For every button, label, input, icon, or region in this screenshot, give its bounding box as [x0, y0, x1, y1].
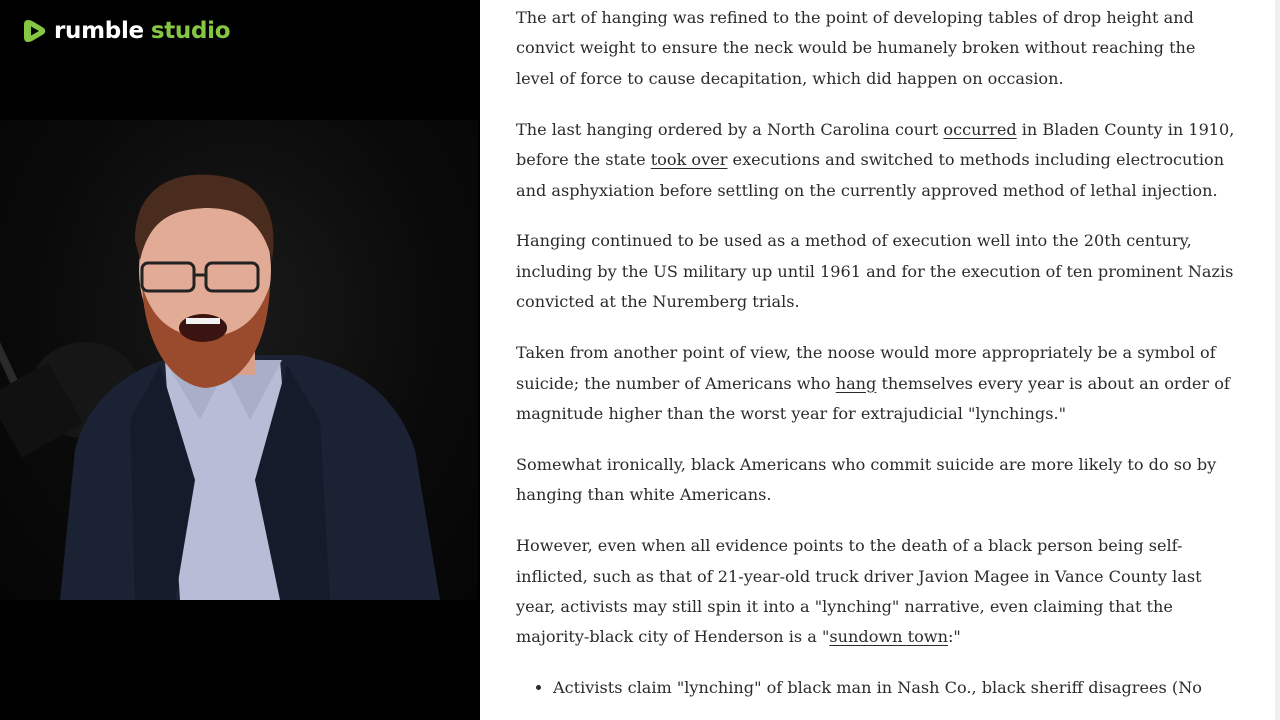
paragraph-6-text-b: :"	[947, 627, 961, 647]
paragraph-4-text-b: themselves every year is about an order of magnitude higher than the worst year for extrajudicial "lynchings."	[516, 373, 1230, 423]
paragraph-4-text-a: Taken from another point of view, the noose would more appropriately be a symbol of suicide; the number of Americans who	[516, 343, 1216, 393]
paragraph-4	[516, 338, 1236, 429]
paragraph-5: Somewhat ironically, black Americans who commit suicide are more likely to do so by hanging than white Americans.	[516, 454, 1217, 505]
list-item[interactable]: • Activists claim "lynching" of black man in Nash Co., black sheriff disagrees (No	[553, 673, 1236, 703]
presenter-image	[0, 120, 478, 600]
brand-suffix: studio	[150, 18, 231, 44]
rumble-play-icon	[22, 17, 48, 45]
brand-name: rumble	[54, 18, 144, 44]
link-sundown-town[interactable]: sundown town	[829, 627, 948, 647]
scrollbar[interactable]	[1275, 0, 1280, 720]
webcam-feed	[0, 120, 478, 600]
article-body	[516, 3, 1236, 704]
link-occurred[interactable]: occurred	[943, 119, 1017, 139]
video-pane	[0, 0, 480, 720]
paragraph-2	[516, 115, 1236, 206]
link-took-over[interactable]: took over	[650, 150, 728, 170]
paragraph-2-text-a: The last hanging ordered by a North Carolina court	[516, 119, 944, 139]
brand-logo	[22, 16, 230, 46]
paragraph-1: The art of hanging was refined to the point of developing tables of drop height and convict weight to ensure the neck would be humanely broken without reaching the level of force to cause decapitation, which did happen on occasion.	[516, 8, 1196, 88]
paragraph-3: Hanging continued to be used as a method of execution well into the 20th century, including by the US military up until 1961 and for the execution of ten prominent Nazis convicted at the Nuremberg trials.	[516, 231, 1234, 312]
paragraph-2-text-c: executions and switched to methods including electrocution and asphyxiation before settling on the currently approved method of lethal injection.	[516, 150, 1225, 200]
related-list	[536, 673, 1236, 703]
paragraph-6-text-a: However, even when all evidence points to the death of a black person being self-inflicted, such as that of 21-year-old truck driver Javion Magee in Vance County last year, activists may still spin it into a "lynching" narrative, even claiming that the majority-black city of Henderson is a "	[516, 536, 1202, 647]
paragraph-2-text-b: in Bladen County in 1910, before the state	[516, 119, 1235, 170]
link-hang[interactable]: hang	[835, 373, 877, 393]
paragraph-6	[516, 531, 1236, 653]
article-panel[interactable]	[480, 0, 1280, 720]
